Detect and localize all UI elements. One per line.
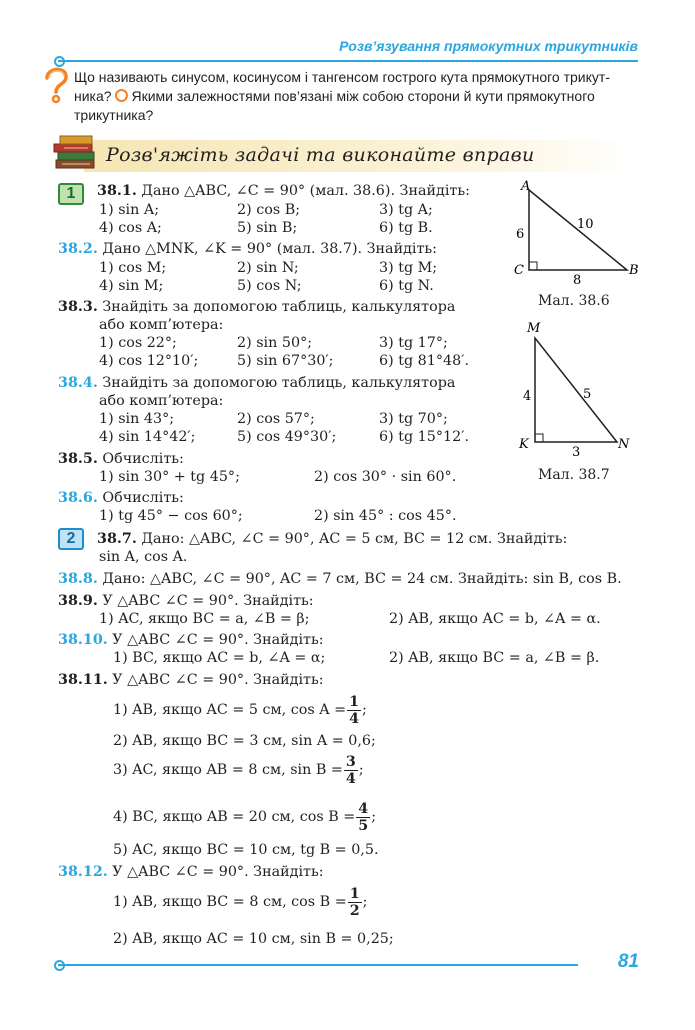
item: 1) AC, якщо BC = a, ∠B = β;: [99, 611, 310, 627]
side-mk: 4: [523, 389, 532, 404]
level-1-badge: 1: [58, 183, 84, 205]
books-icon: [52, 130, 98, 172]
problem-38-8: 38.8. Дано: △ABC, ∠C = 90°, AC = 7 см, BC = 24 см. Знайдіть: sin B, cos B.: [58, 571, 622, 587]
side-ac: 6: [516, 227, 525, 242]
vertex-n: N: [618, 437, 630, 452]
item: 6) tg 15°12′.: [379, 429, 469, 445]
vertex-k: K: [519, 437, 529, 452]
item: 2) cos B;: [237, 202, 301, 218]
problem-38-11: 38.11. У △ABC ∠C = 90°. Знайдіть:: [58, 672, 324, 688]
item: 6) tg B.: [379, 220, 433, 236]
item: 5) cos N;: [237, 278, 302, 294]
vertex-c: C: [514, 263, 524, 278]
right-angle-mark: [535, 434, 543, 442]
item-38-11-4: 4) BC, якщо AB = 20 см, cos B = $\frac{4}{5}$ ;: [113, 800, 377, 834]
fraction: $\frac{3}{4}$: [345, 753, 356, 787]
item: 2) cos 57°;: [237, 411, 315, 427]
question-line-2b: Якими залежностями пов’язані між собою сторони й кути прямокутного: [131, 88, 595, 104]
page-number: 81: [617, 951, 639, 972]
item: 1) tg 45° − cos 60°;: [99, 508, 243, 524]
item: 1) cos M;: [99, 260, 167, 276]
item-38-11-5: 5) AC, якщо BC = 10 см, tg B = 0,5.: [113, 842, 379, 858]
fraction: $\frac{1}{2}$: [349, 885, 360, 919]
problem-38-4-cont: або комп’ютера:: [99, 393, 224, 409]
fraction: $\frac{1}{4}$: [349, 693, 360, 727]
problem-38-5: 38.5. Обчисліть:: [58, 451, 184, 467]
item: 4) cos A;: [99, 220, 162, 236]
problem-38-6: 38.6. Обчисліть:: [58, 490, 184, 506]
header-rule: [58, 60, 638, 62]
item: 1) sin A;: [99, 202, 160, 218]
problem-38-2: 38.2. Дано △MNK, ∠K = 90° (мал. 38.7). Знайдіть:: [58, 241, 437, 257]
question-line-1: Що називають синусом, косинусом і тангенсом гострого кута прямокутного трикут-: [74, 69, 610, 85]
item-38-11-2: 2) AB, якщо BC = 3 см, sin A = 0,6;: [113, 733, 376, 749]
problem-38-12: 38.12. У △ABC ∠C = 90°. Знайдіть:: [58, 864, 324, 880]
figure-38-7: [505, 318, 645, 463]
item: 3) tg M;: [379, 260, 438, 276]
item: 2) sin N;: [237, 260, 299, 276]
item: 4) sin M;: [99, 278, 164, 294]
item: 4) sin 14°42′;: [99, 429, 196, 445]
problem-38-7: 38.7. Дано: △ABC, ∠C = 90°, AC = 5 см, BC = 12 см. Знайдіть:: [97, 531, 568, 547]
side-kn: 3: [572, 445, 581, 460]
problem-38-3: 38.3. Знайдіть за допомогою таблиць, калькулятора: [58, 299, 456, 315]
question-line-3: трикутника?: [74, 107, 154, 123]
item-38-12-1: 1) AB, якщо BC = 8 см, cos B = $\frac{1}{2}$ ;: [113, 885, 368, 919]
problem-38-3-cont: або комп’ютера:: [99, 317, 224, 333]
item: 6) tg 81°48′.: [379, 353, 469, 369]
item: 5) cos 49°30′;: [237, 429, 337, 445]
problem-38-10: 38.10. У △ABC ∠C = 90°. Знайдіть:: [58, 632, 324, 648]
problem-38-7-cont: sin A, cos A.: [99, 549, 188, 565]
question-mark-icon: [40, 64, 72, 106]
item: 3) tg 17°;: [379, 335, 448, 351]
item: 1) BC, якщо AC = b, ∠A = α;: [113, 650, 326, 666]
footer-rule: [58, 964, 578, 966]
item: 2) sin 45° : cos 45°.: [314, 508, 457, 524]
item: 1) cos 22°;: [99, 335, 177, 351]
banner-title: Розв'яжіть задачі та виконайте вправи: [106, 144, 535, 166]
side-ab: 10: [577, 217, 594, 232]
item: 2) sin 50°;: [237, 335, 313, 351]
item: 3) tg 70°;: [379, 411, 448, 427]
vertex-a: A: [521, 179, 531, 194]
problem-38-1: 38.1. Дано △ABC, ∠C = 90° (мал. 38.6). Знайдіть:: [97, 183, 470, 199]
fraction: $\frac{4}{5}$: [358, 800, 369, 834]
item: 5) sin 67°30′;: [237, 353, 334, 369]
item: 1) sin 30° + tg 45°;: [99, 469, 240, 485]
side-cb: 8: [573, 273, 582, 288]
item: 2) AB, якщо AC = b, ∠A = α.: [389, 611, 601, 627]
circle-marker-icon: [115, 89, 128, 102]
item: 4) cos 12°10′;: [99, 353, 199, 369]
problem-38-9: 38.9. У △ABC ∠C = 90°. Знайдіть:: [58, 593, 314, 609]
right-angle-mark: [529, 262, 537, 270]
item-38-11-1: 1) AB, якщо AC = 5 см, cos A = $\frac{1}{4}$ ;: [113, 693, 367, 727]
item: 2) cos 30° · sin 60°.: [314, 469, 457, 485]
item: 5) sin B;: [237, 220, 298, 236]
caption-38-7: Мал. 38.7: [538, 467, 610, 483]
vertex-b: B: [629, 263, 639, 278]
triangle-mkn: [535, 338, 617, 442]
item: 3) tg A;: [379, 202, 433, 218]
item-38-12-2: 2) AB, якщо AC = 10 см, sin B = 0,25;: [113, 931, 394, 947]
item-38-11-3: 3) AC, якщо AB = 8 см, sin B = $\frac{3}{4}$ ;: [113, 753, 364, 787]
figure-38-6: [505, 178, 645, 288]
vertex-m: M: [527, 321, 541, 336]
caption-38-6: Мал. 38.6: [538, 293, 610, 309]
problem-38-4: 38.4. Знайдіть за допомогою таблиць, калькулятора: [58, 375, 456, 391]
review-question: [74, 68, 644, 125]
item: 1) sin 43°;: [99, 411, 175, 427]
question-line-2a: ника?: [74, 88, 112, 104]
item: 6) tg N.: [379, 278, 434, 294]
item: 2) AB, якщо BC = a, ∠B = β.: [389, 650, 600, 666]
level-2-badge: 2: [58, 528, 84, 550]
side-mn: 5: [583, 387, 592, 402]
running-header: Розв’язування прямокутних трикутників: [339, 38, 638, 54]
